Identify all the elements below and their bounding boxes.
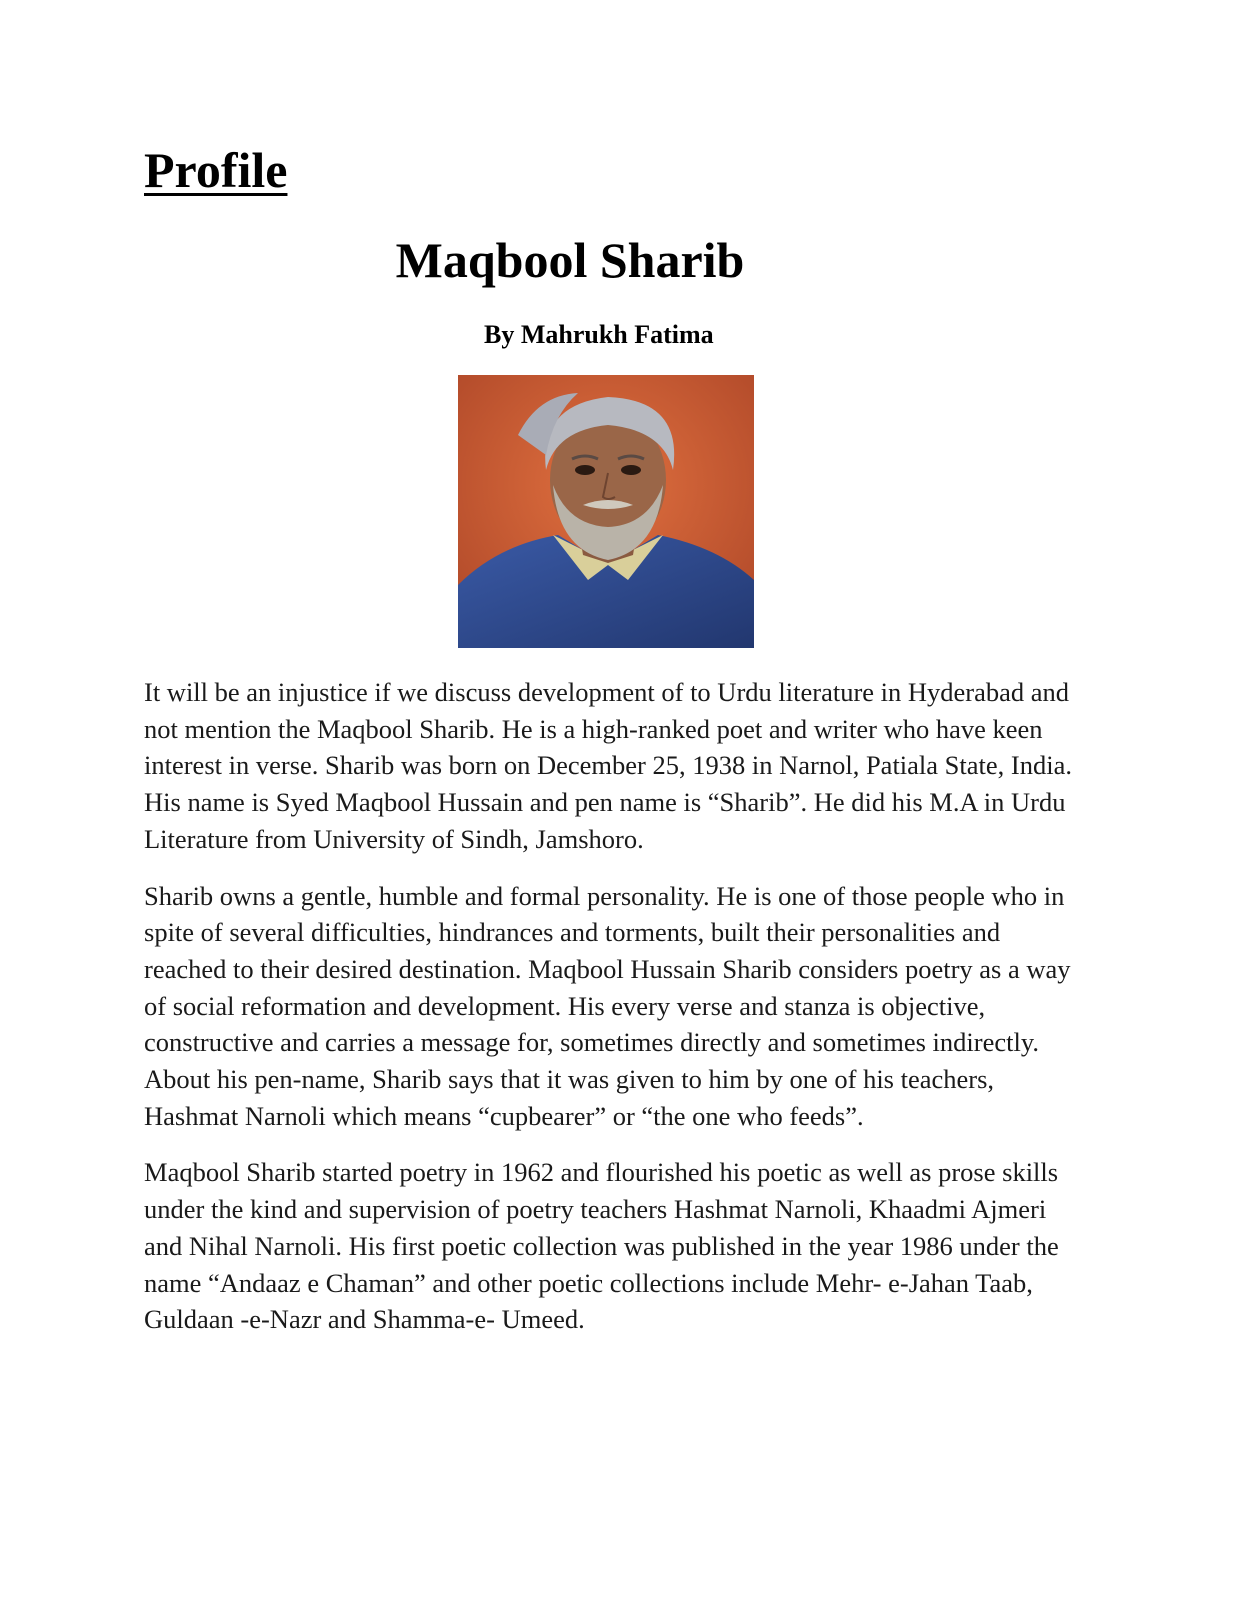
paragraph: Sharib owns a gentle, humble and formal personality. He is one of those people who in spite of several difficulties, hindrances and torments, built their personalities and reached to their desired destination. Maqbool Hussain Sharib considers poetry as a way of social reformation and development. His every verse and stanza is objective, constructive and carries a message for, sometimes directly and sometimes indirectly. About his pen-name, Sharib says that it was given to him by one of his teachers, Hashmat Narnoli which means “cupbearer” or “the one who feeds”. <box>144 880 1071 1131</box>
article-title: Maqbool Sharib <box>395 232 745 288</box>
paragraph: It will be an injustice if we discuss development of to Urdu literature in Hyderabad and not mention the Maqbool Sharib. He is a high-ranked poet and writer who have keen interest in verse. Sharib was born on December 25, 1938 in Narnol, Patiala State, India. His name is Syed Maqbool Hussain and pen name is “Sharib”. He did his M.A in Urdu Literature from University of Sindh, Jamshoro. <box>144 677 1072 854</box>
byline: By Mahrukh Fatima <box>484 320 714 349</box>
article-body <box>144 674 1084 1358</box>
section-heading: Profile <box>144 142 288 198</box>
paragraph: Maqbool Sharib started poetry in 1962 and flourished his poetic as well as prose skills under the kind and supervision of poetry teachers Hashmat Narnoli, Khaadmi Ajmeri and Nihal Narnoli. His first poetic collection was published in the year 1986 under the name “Andaaz e Chaman” and other poetic collections include Mehr- e-Jahan Taab, Guldaan -e-Nazr and Shamma-e- Umeed. <box>144 1157 1059 1335</box>
portrait-illustration <box>458 375 754 648</box>
portrait-photo <box>458 375 754 648</box>
